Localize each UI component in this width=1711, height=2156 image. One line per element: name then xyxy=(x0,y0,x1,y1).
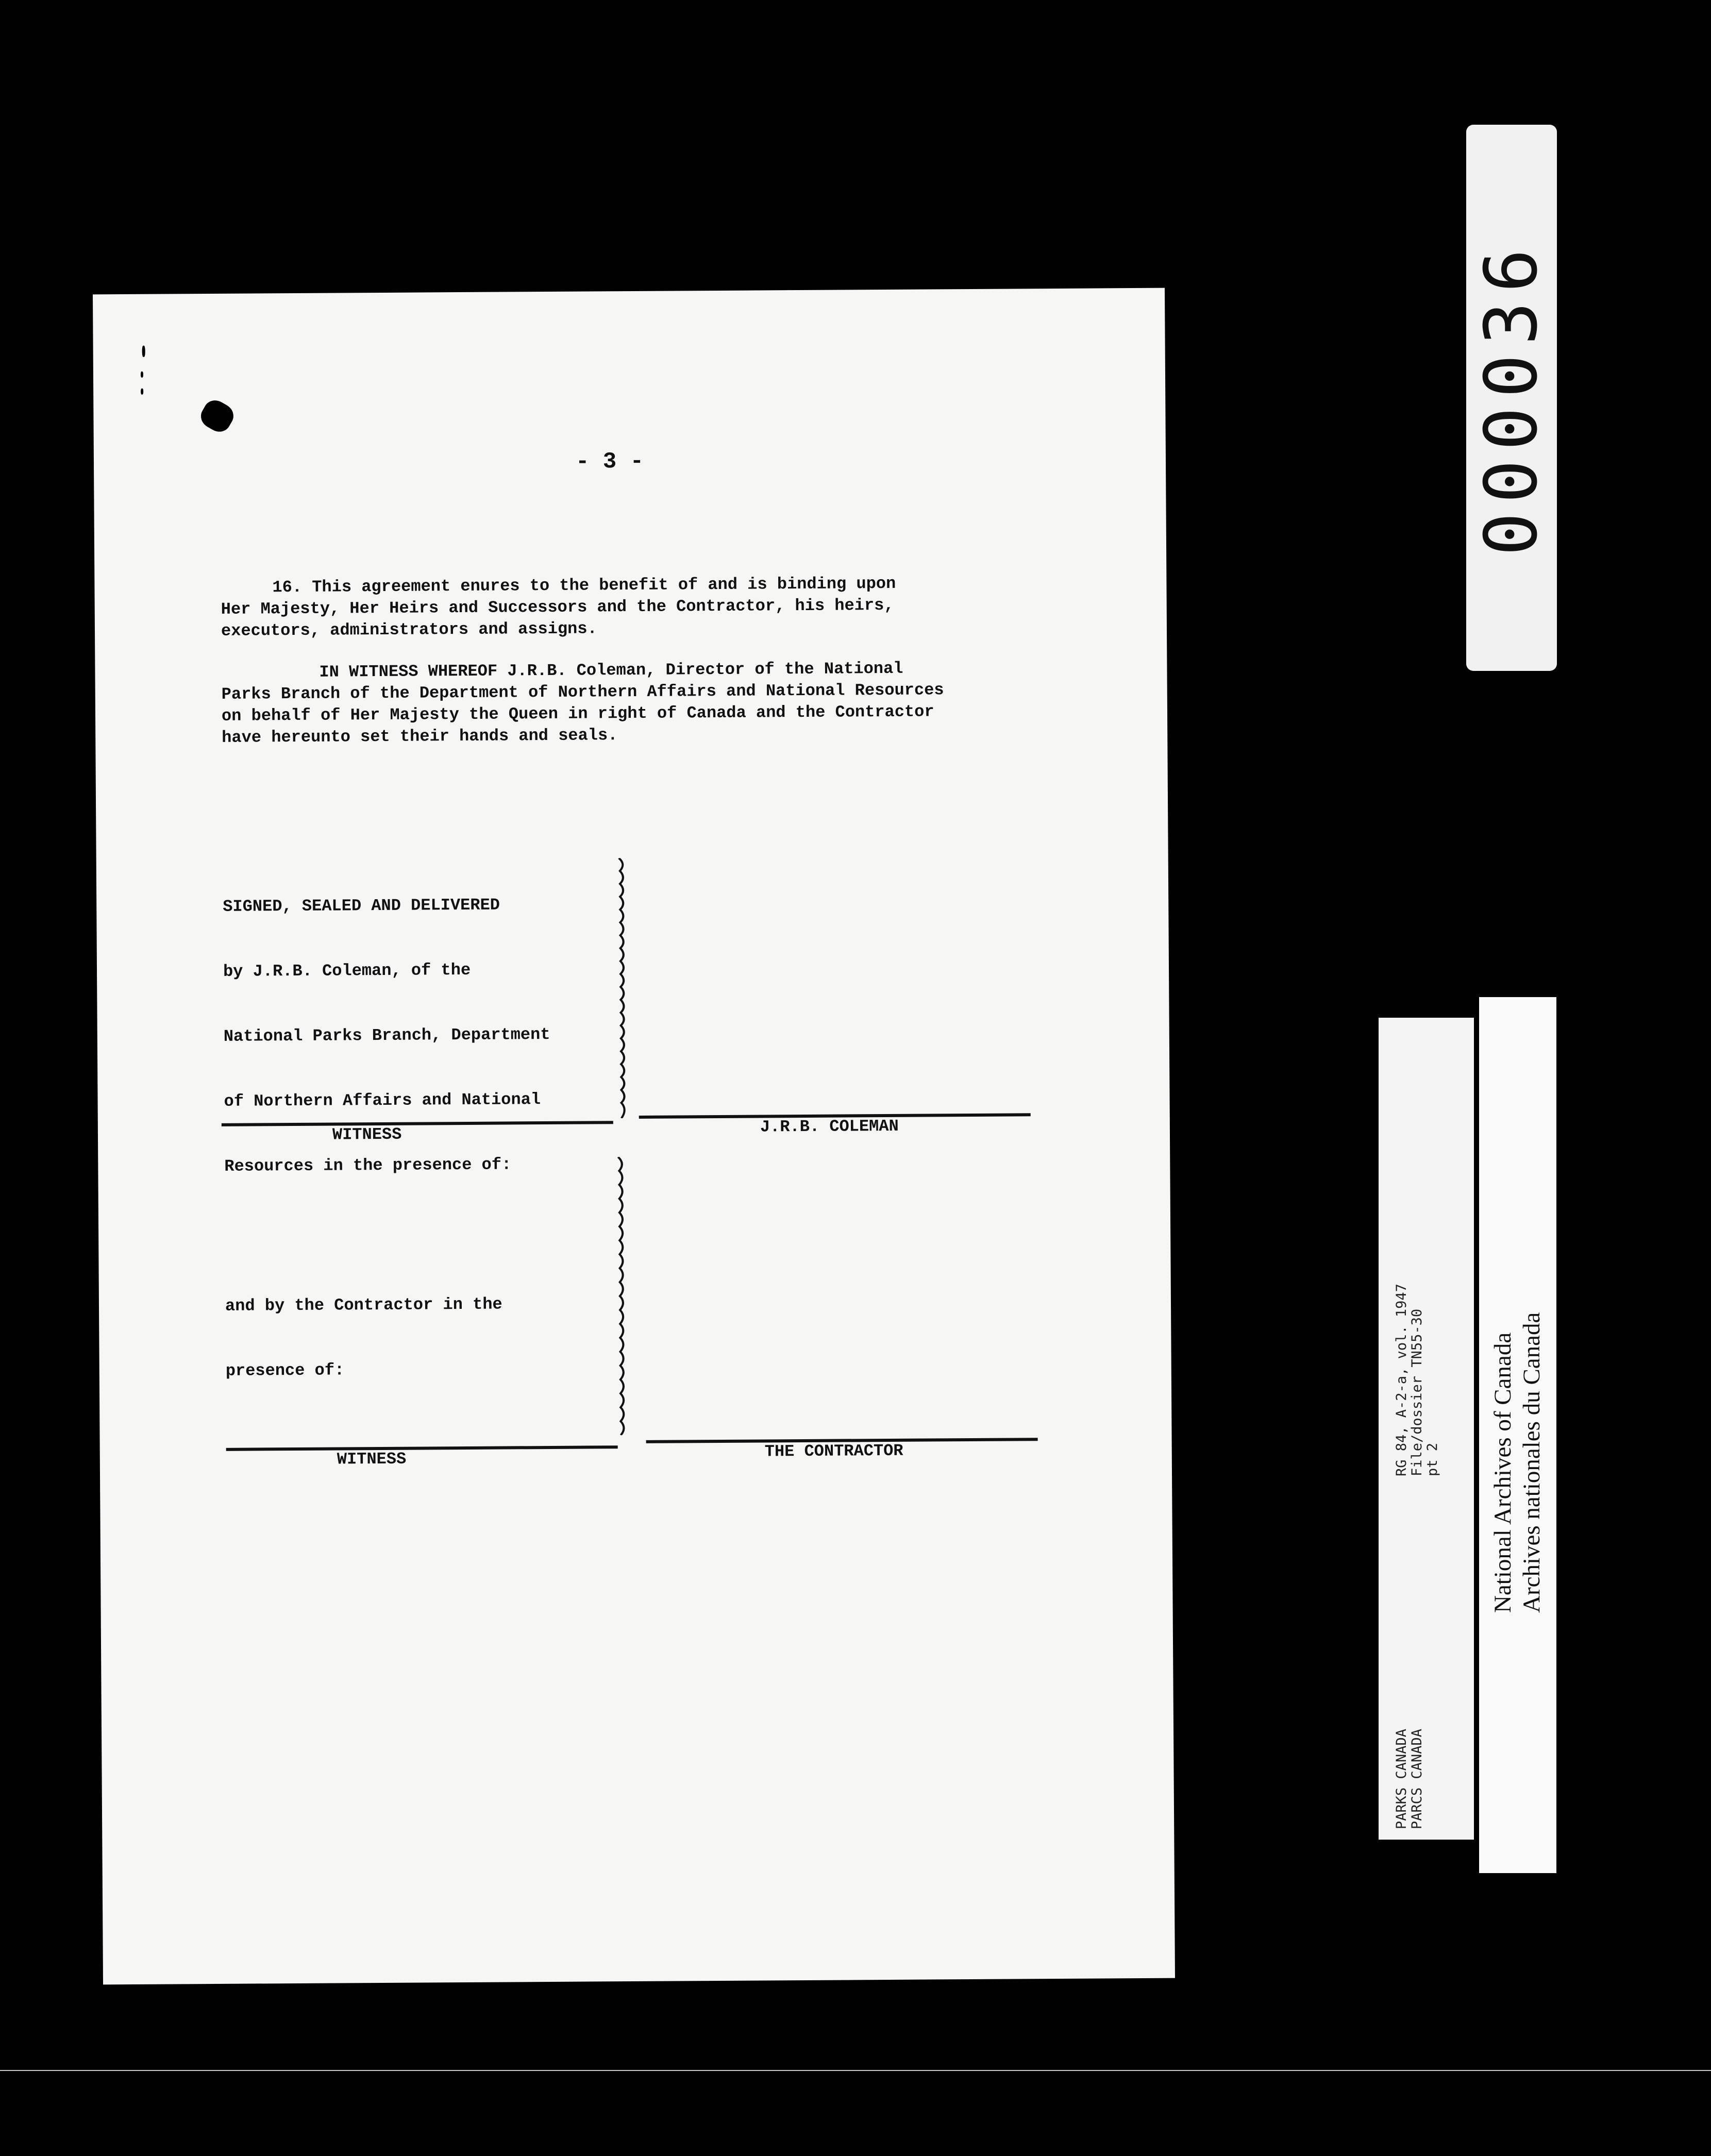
contractor-block-line: and by the Contractor in the xyxy=(225,1294,502,1316)
scan-edge-line xyxy=(0,2070,1711,2071)
institution-en: National Archives of Canada xyxy=(1489,1332,1516,1613)
witness-clause-line: on behalf of Her Majesty the Queen in right of Canada and the Contractor xyxy=(221,702,934,726)
institution-names xyxy=(1488,1312,1546,1633)
paragraph-16 xyxy=(221,572,1056,642)
witness-clause-line: IN WITNESS WHEREOF J.R.B. Coleman, Director of the National xyxy=(319,659,903,682)
parks-line: PARCS CANADA xyxy=(1409,1728,1425,1829)
punch-mark xyxy=(142,346,145,357)
reference-block xyxy=(1394,1284,1440,1476)
contractor-block xyxy=(225,1251,503,1425)
witness-1-label: WITNESS xyxy=(332,1124,402,1144)
contractor-block-line: presence of: xyxy=(225,1360,345,1380)
frame-number-strip xyxy=(1466,125,1557,671)
witness-clause xyxy=(221,657,1056,749)
archive-reference-label xyxy=(1379,1018,1474,1840)
witness-clause-line: Parks Branch of the Department of Northern Affairs and National Resources xyxy=(221,680,944,704)
paragraph-16-line: Her Majesty, Her Heirs and Successors and the Contractor, his heirs, xyxy=(221,595,894,619)
page-number: - 3 - xyxy=(575,448,644,475)
punch-mark xyxy=(141,389,143,395)
signed-block-line: of Northern Affairs and National xyxy=(224,1090,541,1111)
document-page xyxy=(93,288,1175,1985)
signed-block-line: by J.R.B. Coleman, of the xyxy=(223,960,471,981)
brace-lower xyxy=(616,1157,629,1435)
reference-line: File/dossier TN55-30 xyxy=(1409,1308,1425,1476)
paragraph-16-line: 16. This agreement enures to the benefit of and is binding upon xyxy=(272,574,896,597)
witness-2-line xyxy=(226,1445,618,1451)
ink-blot xyxy=(197,396,238,436)
signed-block-line: Resources in the presence of: xyxy=(224,1155,512,1176)
archive-institution-label xyxy=(1479,997,1556,1873)
signed-block-line: SIGNED, SEALED AND DELIVERED xyxy=(223,895,500,916)
brace-upper xyxy=(617,858,630,1118)
parks-line: PARKS CANADA xyxy=(1394,1728,1410,1829)
punch-mark xyxy=(141,372,143,378)
paragraph-16-line: executors, administrators and assigns. xyxy=(221,619,597,641)
reference-line: pt 2 xyxy=(1424,1442,1440,1476)
parks-canada-block xyxy=(1394,1729,1425,1829)
witness-2-label: WITNESS xyxy=(337,1449,407,1469)
institution-fr: Archives nationales du Canada xyxy=(1518,1312,1545,1613)
signed-block-line: National Parks Branch, Department xyxy=(223,1024,550,1046)
witness-clause-line: have hereunto set their hands and seals. xyxy=(222,726,618,747)
coleman-label: J.R.B. COLEMAN xyxy=(760,1116,899,1137)
contractor-label: THE CONTRACTOR xyxy=(764,1441,903,1461)
signed-block xyxy=(223,851,551,1221)
reference-line: RG 84, A-2-a, vol. 1947 xyxy=(1394,1284,1410,1476)
frame-number: 000036 xyxy=(1469,240,1554,556)
